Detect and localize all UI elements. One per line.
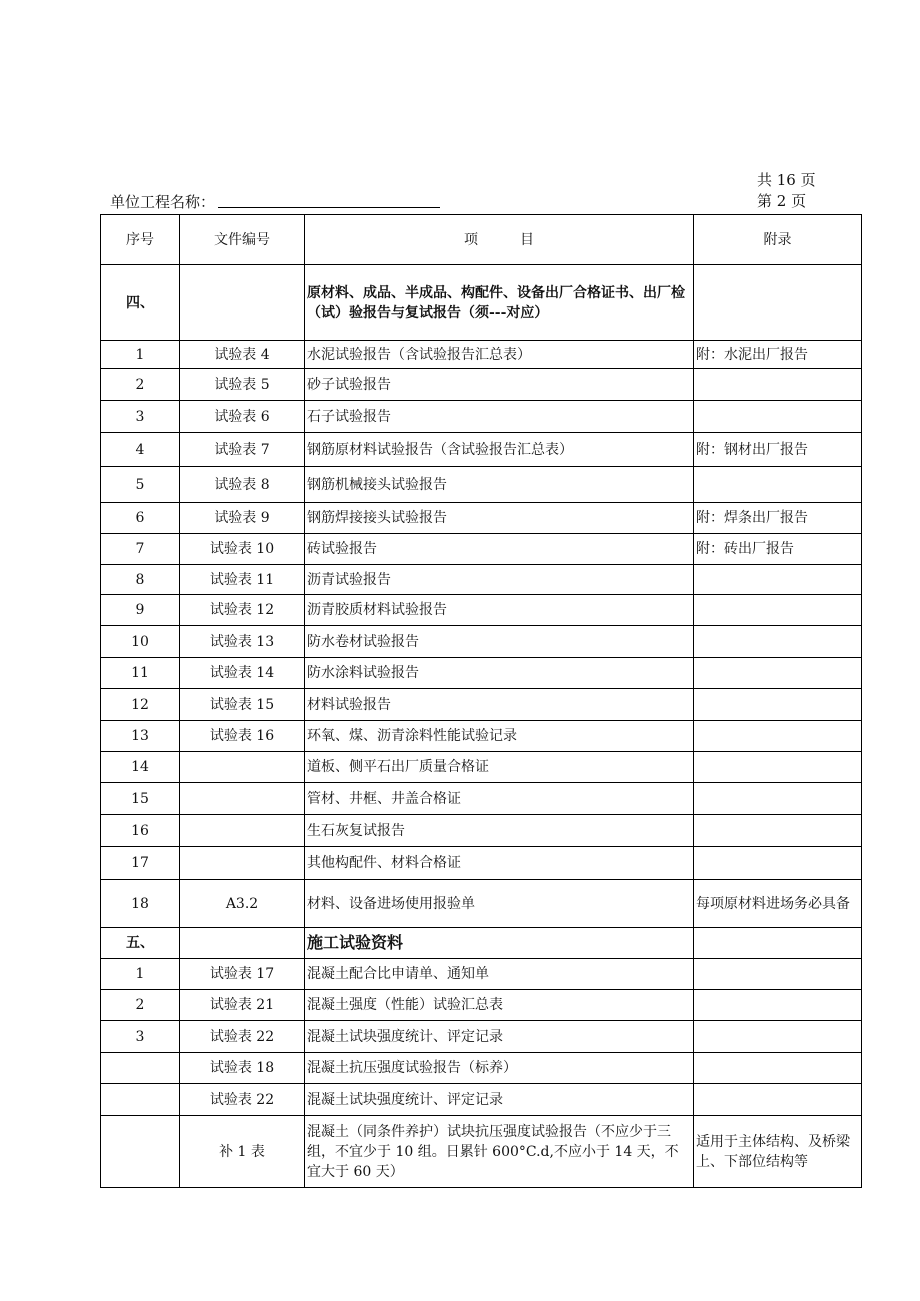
row-number: 2 (101, 369, 180, 401)
table-row (101, 1084, 862, 1116)
row-item: 道板、侧平石出厂质量合格证 (305, 752, 694, 783)
table-row (101, 341, 862, 369)
row-file-code: 试验表 15 (180, 689, 305, 721)
row-file-code: 试验表 14 (180, 658, 305, 689)
row-number: 9 (101, 595, 180, 626)
page-number: 第 2 页 (757, 192, 807, 210)
row-note (694, 752, 862, 783)
table-row (101, 401, 862, 433)
row-note: 附：钢材出厂报告 (694, 433, 862, 467)
table-row (101, 467, 862, 503)
row-note (694, 1084, 862, 1116)
row-item: 生石灰复试报告 (305, 815, 694, 847)
row-file-code: 试验表 4 (180, 341, 305, 369)
row-number: 13 (101, 721, 180, 752)
table-row (101, 1021, 862, 1053)
table-row (101, 959, 862, 990)
row-file-code: 试验表 17 (180, 959, 305, 990)
row-item: 钢筋机械接头试验报告 (305, 467, 694, 503)
row-item: 石子试验报告 (305, 401, 694, 433)
row-item: 材料、设备进场使用报验单 (305, 880, 694, 928)
section-four-row (101, 265, 862, 341)
row-file-code (180, 847, 305, 880)
table-row (101, 503, 862, 534)
section-five-row (101, 928, 862, 959)
section-five-number: 五、 (101, 928, 180, 959)
row-item: 钢筋焊接接头试验报告 (305, 503, 694, 534)
row-number: 14 (101, 752, 180, 783)
row-item: 其他构配件、材料合格证 (305, 847, 694, 880)
row-number: 16 (101, 815, 180, 847)
row-number: 7 (101, 534, 180, 565)
row-file-code: 试验表 8 (180, 467, 305, 503)
row-file-code (180, 815, 305, 847)
row-item: 混凝土配合比申请单、通知单 (305, 959, 694, 990)
table-header-row (101, 215, 862, 265)
table-row (101, 433, 862, 467)
section-five-note (694, 928, 862, 959)
row-note (694, 595, 862, 626)
table-row (101, 990, 862, 1021)
unit-project-name-blank (218, 207, 440, 208)
row-number: 1 (101, 959, 180, 990)
col-header-note: 附录 (694, 215, 862, 265)
row-file-code: 试验表 11 (180, 565, 305, 595)
table-row (101, 752, 862, 783)
row-file-code: 试验表 7 (180, 433, 305, 467)
table-row (101, 565, 862, 595)
table-row (101, 815, 862, 847)
col-header-code: 文件编号 (180, 215, 305, 265)
row-number: 1 (101, 341, 180, 369)
table-row (101, 880, 862, 928)
row-item: 混凝土（同条件养护）试块抗压强度试验报告（不应少于三组，不宜少于 10 组。日累针 600°C.d,不应小于 14 天，不宜大于 60 天） (305, 1116, 694, 1188)
row-item: 水泥试验报告（含试验报告汇总表） (305, 341, 694, 369)
row-note (694, 369, 862, 401)
row-note: 附：焊条出厂报告 (694, 503, 862, 534)
row-number: 8 (101, 565, 180, 595)
row-note (694, 401, 862, 433)
row-number: 3 (101, 401, 180, 433)
section-five-code (180, 928, 305, 959)
table-row (101, 658, 862, 689)
row-item: 砂子试验报告 (305, 369, 694, 401)
row-note (694, 721, 862, 752)
total-pages: 共 16 页 (757, 171, 816, 189)
row-note (694, 990, 862, 1021)
row-file-code: 试验表 18 (180, 1053, 305, 1084)
table-row (101, 534, 862, 565)
row-file-code (180, 783, 305, 815)
table-row (101, 689, 862, 721)
row-number: 6 (101, 503, 180, 534)
table-row (101, 847, 862, 880)
table-row (101, 721, 862, 752)
row-note (694, 658, 862, 689)
row-item: 混凝土试块强度统计、评定记录 (305, 1021, 694, 1053)
row-number: 15 (101, 783, 180, 815)
row-number: 2 (101, 990, 180, 1021)
row-number: 4 (101, 433, 180, 467)
table-row (101, 595, 862, 626)
row-number: 18 (101, 880, 180, 928)
section-four-code (180, 265, 305, 341)
section-four-number: 四、 (101, 265, 180, 341)
row-item: 沥青试验报告 (305, 565, 694, 595)
row-note (694, 467, 862, 503)
row-item: 防水涂料试验报告 (305, 658, 694, 689)
table-row (101, 1116, 862, 1188)
row-number (101, 1053, 180, 1084)
row-number: 12 (101, 689, 180, 721)
table-row (101, 783, 862, 815)
row-file-code (180, 752, 305, 783)
row-note (694, 959, 862, 990)
row-note (694, 626, 862, 658)
row-file-code: 试验表 6 (180, 401, 305, 433)
row-item: 钢筋原材料试验报告（含试验报告汇总表） (305, 433, 694, 467)
table-row (101, 626, 862, 658)
section-four-title: 原材料、成品、半成品、构配件、设备出厂合格证书、出厂检（试）验报告与复试报告（须---对应） (305, 265, 694, 341)
row-number: 5 (101, 467, 180, 503)
row-note (694, 565, 862, 595)
row-item: 防水卷材试验报告 (305, 626, 694, 658)
table-row (101, 369, 862, 401)
document-index-table (100, 214, 862, 1188)
row-file-code: 试验表 10 (180, 534, 305, 565)
row-note (694, 783, 862, 815)
section-five-title: 施工试验资料 (305, 928, 694, 959)
row-file-code: 补 1 表 (180, 1116, 305, 1188)
row-number: 17 (101, 847, 180, 880)
row-file-code: 试验表 13 (180, 626, 305, 658)
row-file-code: 试验表 5 (180, 369, 305, 401)
row-file-code: 试验表 22 (180, 1084, 305, 1116)
row-file-code: 试验表 12 (180, 595, 305, 626)
row-number: 10 (101, 626, 180, 658)
row-note: 附：水泥出厂报告 (694, 341, 862, 369)
row-note: 附：砖出厂报告 (694, 534, 862, 565)
row-item: 混凝土抗压强度试验报告（标养） (305, 1053, 694, 1084)
row-file-code: A3.2 (180, 880, 305, 928)
col-header-no: 序号 (101, 215, 180, 265)
row-item: 管材、井框、井盖合格证 (305, 783, 694, 815)
row-number (101, 1084, 180, 1116)
row-note (694, 689, 862, 721)
row-number: 11 (101, 658, 180, 689)
row-file-code: 试验表 21 (180, 990, 305, 1021)
row-item: 环氧、煤、沥青涂料性能试验记录 (305, 721, 694, 752)
section-four-note (694, 265, 862, 341)
unit-project-label: 单位工程名称： (110, 193, 216, 211)
row-note: 适用于主体结构、及桥梁上、下部位结构等 (694, 1116, 862, 1188)
row-note (694, 815, 862, 847)
row-note (694, 1053, 862, 1084)
table-row (101, 1053, 862, 1084)
row-item: 砖试验报告 (305, 534, 694, 565)
row-number: 3 (101, 1021, 180, 1053)
col-header-item: 项 目 (305, 215, 694, 265)
row-file-code: 试验表 22 (180, 1021, 305, 1053)
row-item: 混凝土强度（性能）试验汇总表 (305, 990, 694, 1021)
row-file-code: 试验表 9 (180, 503, 305, 534)
row-file-code: 试验表 16 (180, 721, 305, 752)
row-item: 沥青胶质材料试验报告 (305, 595, 694, 626)
row-note (694, 847, 862, 880)
row-item: 混凝土试块强度统计、评定记录 (305, 1084, 694, 1116)
row-note (694, 1021, 862, 1053)
row-item: 材料试验报告 (305, 689, 694, 721)
row-number (101, 1116, 180, 1188)
row-note: 每项原材料进场务必具备 (694, 880, 862, 928)
